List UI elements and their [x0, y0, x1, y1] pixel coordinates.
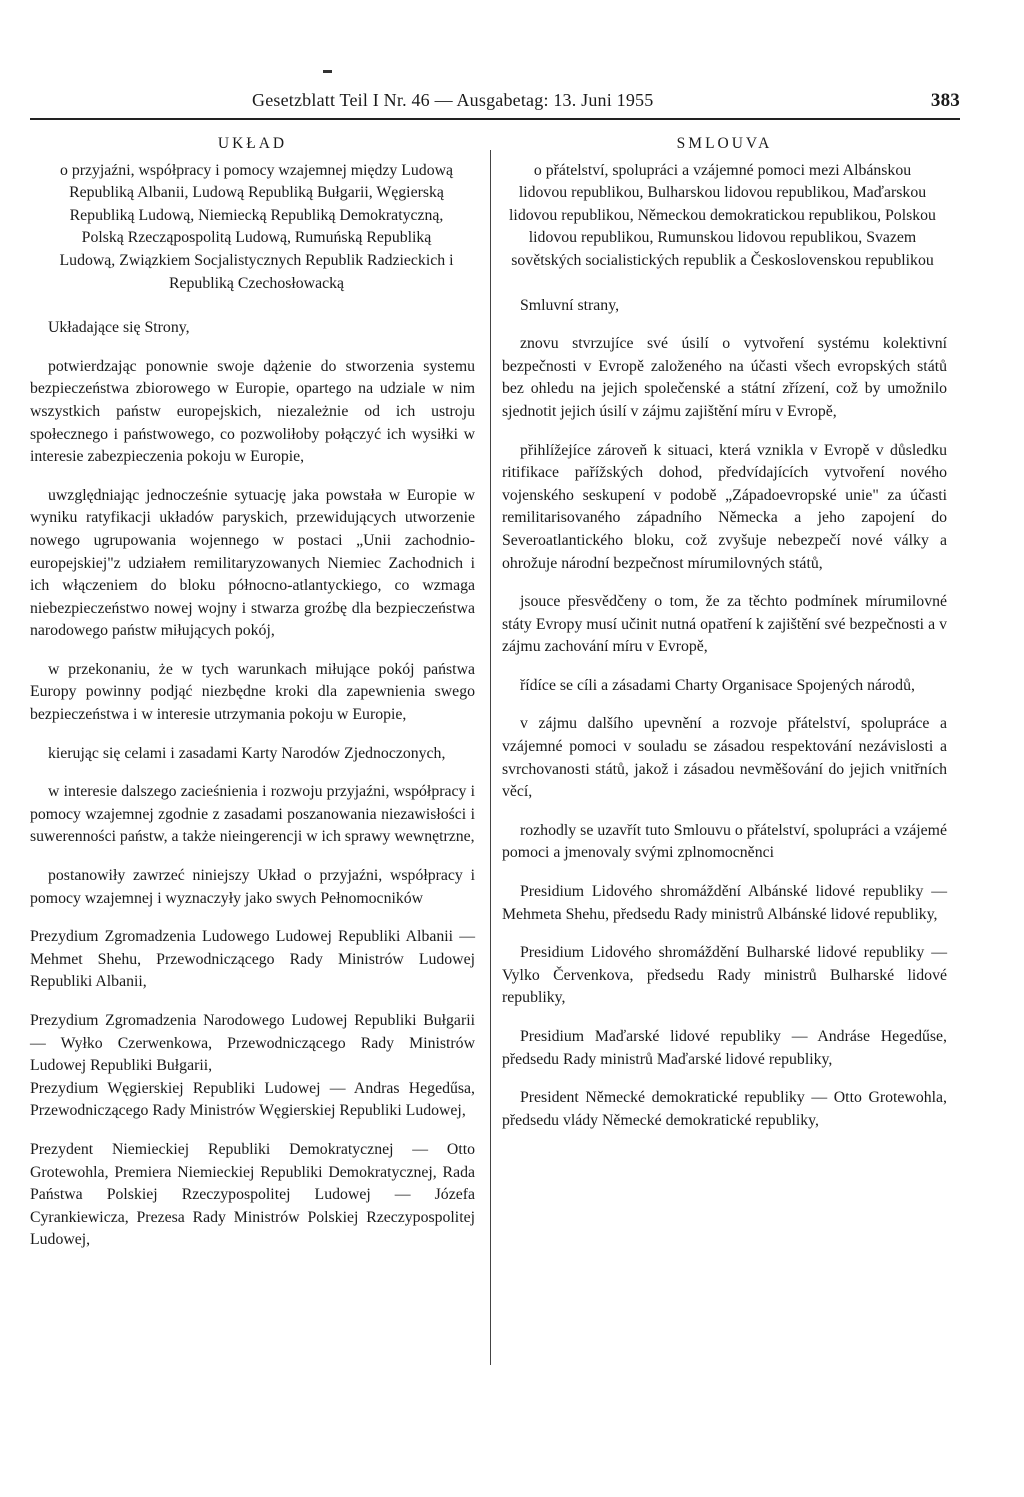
page-number: 383: [930, 90, 960, 111]
czech-paragraph-9: Presidium Maďarské lidové republiky — Andráse Hegedűse, předsedu Rady ministrů Maďarské lidové republiky,: [502, 1028, 947, 1068]
czech-paragraph-1: znovu stvrzujíce své úsilí o vytvoření systému kolektivní bezpečnosti v Evropě založeného na účasti všech evropských států bez ohledu na jejich společenské a státní zřízení, což by umožnilo sjednotit jejich úsilí v zájmu zajištění míru v Evropě,: [502, 335, 947, 420]
polish-paragraph-8: Prezydium Zgromadzenia Narodowego Ludowej Republiki Bułgarii — Wyłko Czerwenkowa, Przewodniczącego Rady Ministrów Ludowej Republiki Bułgarii,: [30, 1012, 475, 1075]
polish-paragraph-5: w interesie dalszego zacieśnienia i rozwoju przyjaźni, współpracy i pomocy wzajemnej zgodnie z zasadami poszanowania niezawisłości i suwerenności państw, a także nieingerencji w ich sprawy wewnętrzne,: [30, 783, 475, 846]
polish-paragraph-7: Prezydium Zgromadzenia Ludowego Ludowej Republiki Albanii — Mehmet Shehu, Przewodniczącego Rady Ministrów Ludowej Republiki Albanii,: [30, 928, 475, 991]
czech-parties: Smluvní strany,: [520, 296, 620, 314]
czech-paragraph-5: v zájmu dalšího upevnění a rozvoje přátelství, spolupráce a vzájemné pomoci v souladu se zásadou respektování nezávislosti a svrchovanosti států, jakož i zásadou nevměšování do jejich vnitřních věcí,: [502, 715, 947, 801]
polish-paragraph-1: potwierdzając ponownie swoje dążenie do stworzenia systemu bezpieczeństwa zbiorowego w Europie, opartego na udziale w nim wszystkich państw europejskich, niezależnie od ich ustroju społecznego i państwowego, co pozwoliłoby połączyć ich wysiłki w interesie zabezpieczenia pokoju w Europie,: [30, 357, 475, 466]
czech-intro: o přátelství, spolupráci a vzájemné pomoci mezi Albánskou lidovou republikou, Bulharskou lidovou republikou, Maďarskou lidovou republikou, Německou demokratickou republikou, Polskou lidovou republikou, Rumunskou lidovou republikou, Svazem sovětských socialistických republik a Československou republikou: [509, 161, 936, 269]
czech-paragraph-8: Presidium Lidového shromáždění Bulharské lidové republiky — Vylko Červenkova, předsedu Rady ministrů Bulharské lidové republiky,: [502, 944, 947, 1007]
running-title: Gesetzblatt Teil I Nr. 46 — Ausgabetag: 13. Juni 1955: [252, 90, 654, 110]
polish-paragraph-6: postanowiły zawrzeć niniejszy Układ o przyjaźni, współpracy i pomocy wzajemnej i wyznaczyły jako swych Pełnomocników: [30, 867, 475, 907]
polish-column: [30, 133, 475, 1252]
czech-paragraph-3: jsouce přesvědčeny o tom, že za těchto podmínek mírumilovné státy Evropy musí učinit nutná opatření k zajištění své bezpečnosti a v zájmu zachování míru v Evropě,: [502, 593, 947, 656]
czech-column: [502, 133, 947, 1132]
czech-heading: SMLOUVA: [676, 135, 773, 152]
header-rule: [30, 118, 960, 120]
column-divider: [490, 150, 491, 1365]
page-header: [30, 90, 960, 114]
czech-paragraph-6: rozhodly se uzavřít tuto Smlouvu o přátelství, spolupráci a vzájemé pomoci a jmenovaly svými zplnomocněnci: [502, 821, 947, 862]
polish-parties: Układające się Strony,: [48, 319, 190, 337]
print-mark: [323, 70, 332, 73]
polish-paragraph-4: kierując się celami i zasadami Karty Narodów Zjednoczonych,: [48, 744, 446, 762]
czech-paragraph-7: Presidium Lidového shromáždění Albánské lidové republiky — Mehmeta Shehu, předsedu Rady ministrů Albánské lidové republiky,: [502, 883, 947, 923]
polish-paragraph-2: uwzględniając jednocześnie sytuację jaka powstała w Europie w wyniku ratyfikacji układów paryskich, przewidujących utworzenie nowego ugrupowania wojennego w postaci „Unii zachodnio-europejskiej"z udziałem remilitaryzowanych Niemiec Zachodnich i ich włączeniem do bloku północno-atlantyckiego, co wzmaga niebezpieczeństwo nowej wojny i stwarza groźbę dla bezpieczeństwa narodowego państw miłujących pokój,: [30, 486, 475, 640]
czech-paragraph-2: přihlížejíce zároveň k situaci, která vznikla v Evropě v důsledku ritifikace pařížských dohod, předvídajících vytvoření nového vojenského seskupení v podobě „Západoevropské unie" za účasti remilitarisovaného západního Německa a jeho zapojení do Severoatlantického bloku, což zvyšuje nebezpečí nové války a ohrožuje národní bezpečnost mírumilovných států,: [502, 441, 947, 572]
czech-paragraph-4: řídíce se cíli a zásadami Charty Organisace Spojených národů,: [520, 676, 915, 694]
polish-paragraph-10: Prezydent Niemieckiej Republiki Demokratycznej — Otto Grotewohla, Premiera Niemieckiej Republiki Demokratycznej, Rada Państwa Polskiej Rzeczypospolitej Ludowej — Józefa Cyrankiewicza, Prezesa Rady Ministrów Polskiej Rzeczypospolitej Ludowej,: [30, 1140, 475, 1249]
polish-paragraph-3: w przekonaniu, że w tych warunkach miłujące pokój państwa Europy powinny podjąć niezbędne kroki dla zapewnienia swego bezpieczeństwa i w interesie utrzymania pokoju w Europie,: [30, 660, 475, 724]
polish-intro: o przyjaźni, współpracy i pomocy wzajemnej między Ludową Republiką Albanii, Ludową Republiką Bułgarii, Węgierską Republiką Ludową, Niemiecką Republiką Demokratyczną, Polską Rzecząpospolitą Ludową, Rumuńską Republiką Ludową, Związkiem Socjalistycznych Republik Radzieckich i Republiką Czechosłowacką: [59, 161, 454, 292]
polish-paragraph-9: Prezydium Węgierskiej Republiki Ludowej — Andras Hegedűsa, Przewodniczącego Rady Ministrów Węgierskiej Republiki Ludowej,: [30, 1079, 475, 1120]
polish-heading: UKŁAD: [217, 135, 288, 152]
czech-paragraph-10: President Německé demokratické republiky — Otto Grotewohla, předsedu vlády Německé demokratické republiky,: [502, 1089, 947, 1129]
